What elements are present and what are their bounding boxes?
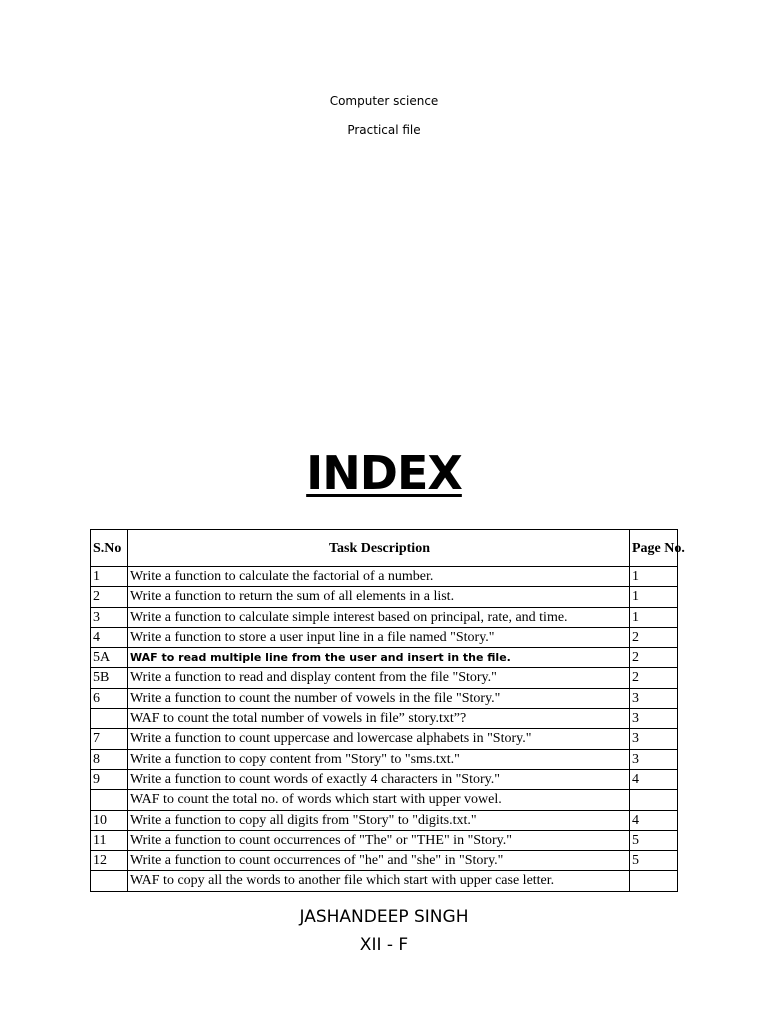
row-page: 1 bbox=[630, 587, 678, 607]
table-body bbox=[91, 567, 678, 892]
file-type-heading: Practical file bbox=[347, 123, 421, 137]
row-sno: 1 bbox=[91, 567, 128, 587]
row-description: Write a function to count occurrences of "he" and "she" in "Story." bbox=[128, 851, 630, 871]
header-description: Task Description bbox=[128, 530, 630, 567]
table-row bbox=[91, 668, 678, 688]
row-description: WAF to count the total number of vowels in file” story.txt”? bbox=[128, 709, 630, 729]
table-row bbox=[91, 769, 678, 789]
row-sno: 11 bbox=[91, 830, 128, 850]
row-page: 3 bbox=[630, 688, 678, 708]
table-row bbox=[91, 830, 678, 850]
row-page: 2 bbox=[630, 668, 678, 688]
table-row bbox=[91, 790, 678, 810]
row-description: Write a function to copy all digits from "Story" to "digits.txt." bbox=[128, 810, 630, 830]
row-sno: 10 bbox=[91, 810, 128, 830]
table-row bbox=[91, 851, 678, 871]
row-page: 4 bbox=[630, 810, 678, 830]
row-sno bbox=[91, 790, 128, 810]
row-description: Write a function to count occurrences of "The" or "THE" in "Story." bbox=[128, 830, 630, 850]
table-row bbox=[91, 871, 678, 891]
row-page bbox=[630, 790, 678, 810]
row-description: Write a function to read and display content from the file "Story." bbox=[128, 668, 630, 688]
index-title: INDEX bbox=[306, 446, 462, 500]
table-row bbox=[91, 729, 678, 749]
table-row bbox=[91, 810, 678, 830]
row-description: WAF to copy all the words to another file which start with upper case letter. bbox=[128, 871, 630, 891]
row-description: Write a function to copy content from "Story" to "sms.txt." bbox=[128, 749, 630, 769]
row-sno bbox=[91, 709, 128, 729]
table-row bbox=[91, 587, 678, 607]
table-row bbox=[91, 648, 678, 668]
row-sno: 7 bbox=[91, 729, 128, 749]
row-page bbox=[630, 871, 678, 891]
subject-heading: Computer science bbox=[329, 94, 439, 108]
row-page: 1 bbox=[630, 607, 678, 627]
row-sno: 6 bbox=[91, 688, 128, 708]
row-sno: 12 bbox=[91, 851, 128, 871]
table-row bbox=[91, 627, 678, 647]
row-page: 3 bbox=[630, 709, 678, 729]
header-page: Page No. bbox=[630, 530, 678, 567]
row-description: Write a function to return the sum of all elements in a list. bbox=[128, 587, 630, 607]
row-sno: 4 bbox=[91, 627, 128, 647]
index-table bbox=[90, 529, 685, 892]
row-sno: 5A bbox=[91, 648, 128, 668]
row-sno: 5B bbox=[91, 668, 128, 688]
table-row bbox=[91, 709, 678, 729]
row-page: 3 bbox=[630, 749, 678, 769]
row-sno: 3 bbox=[91, 607, 128, 627]
row-sno bbox=[91, 871, 128, 891]
row-page: 4 bbox=[630, 769, 678, 789]
row-description: Write a function to store a user input line in a file named "Story." bbox=[128, 627, 630, 647]
row-sno: 9 bbox=[91, 769, 128, 789]
table-row bbox=[91, 749, 678, 769]
row-description: Write a function to count the number of vowels in the file "Story." bbox=[128, 688, 630, 708]
row-sno: 2 bbox=[91, 587, 128, 607]
row-description: WAF to count the total no. of words which start with upper vowel. bbox=[128, 790, 630, 810]
row-description: Write a function to count words of exactly 4 characters in "Story." bbox=[128, 769, 630, 789]
row-page: 2 bbox=[630, 627, 678, 647]
row-page: 5 bbox=[630, 830, 678, 850]
row-page: 5 bbox=[630, 851, 678, 871]
row-page: 3 bbox=[630, 729, 678, 749]
row-description: WAF to read multiple line from the user and insert in the file. bbox=[128, 648, 630, 668]
row-description: Write a function to count uppercase and lowercase alphabets in "Story." bbox=[128, 729, 630, 749]
student-class: XII - F bbox=[359, 935, 409, 955]
student-name: JASHANDEEP SINGH bbox=[299, 907, 469, 927]
row-sno: 8 bbox=[91, 749, 128, 769]
row-description: Write a function to calculate the factorial of a number. bbox=[128, 567, 630, 587]
table-header-row bbox=[91, 530, 678, 567]
header-sno: S.No bbox=[91, 530, 128, 567]
table-row bbox=[91, 567, 678, 587]
row-page: 2 bbox=[630, 648, 678, 668]
table-row bbox=[91, 688, 678, 708]
table-row bbox=[91, 607, 678, 627]
row-description: Write a function to calculate simple interest based on principal, rate, and time. bbox=[128, 607, 630, 627]
row-page: 1 bbox=[630, 567, 678, 587]
